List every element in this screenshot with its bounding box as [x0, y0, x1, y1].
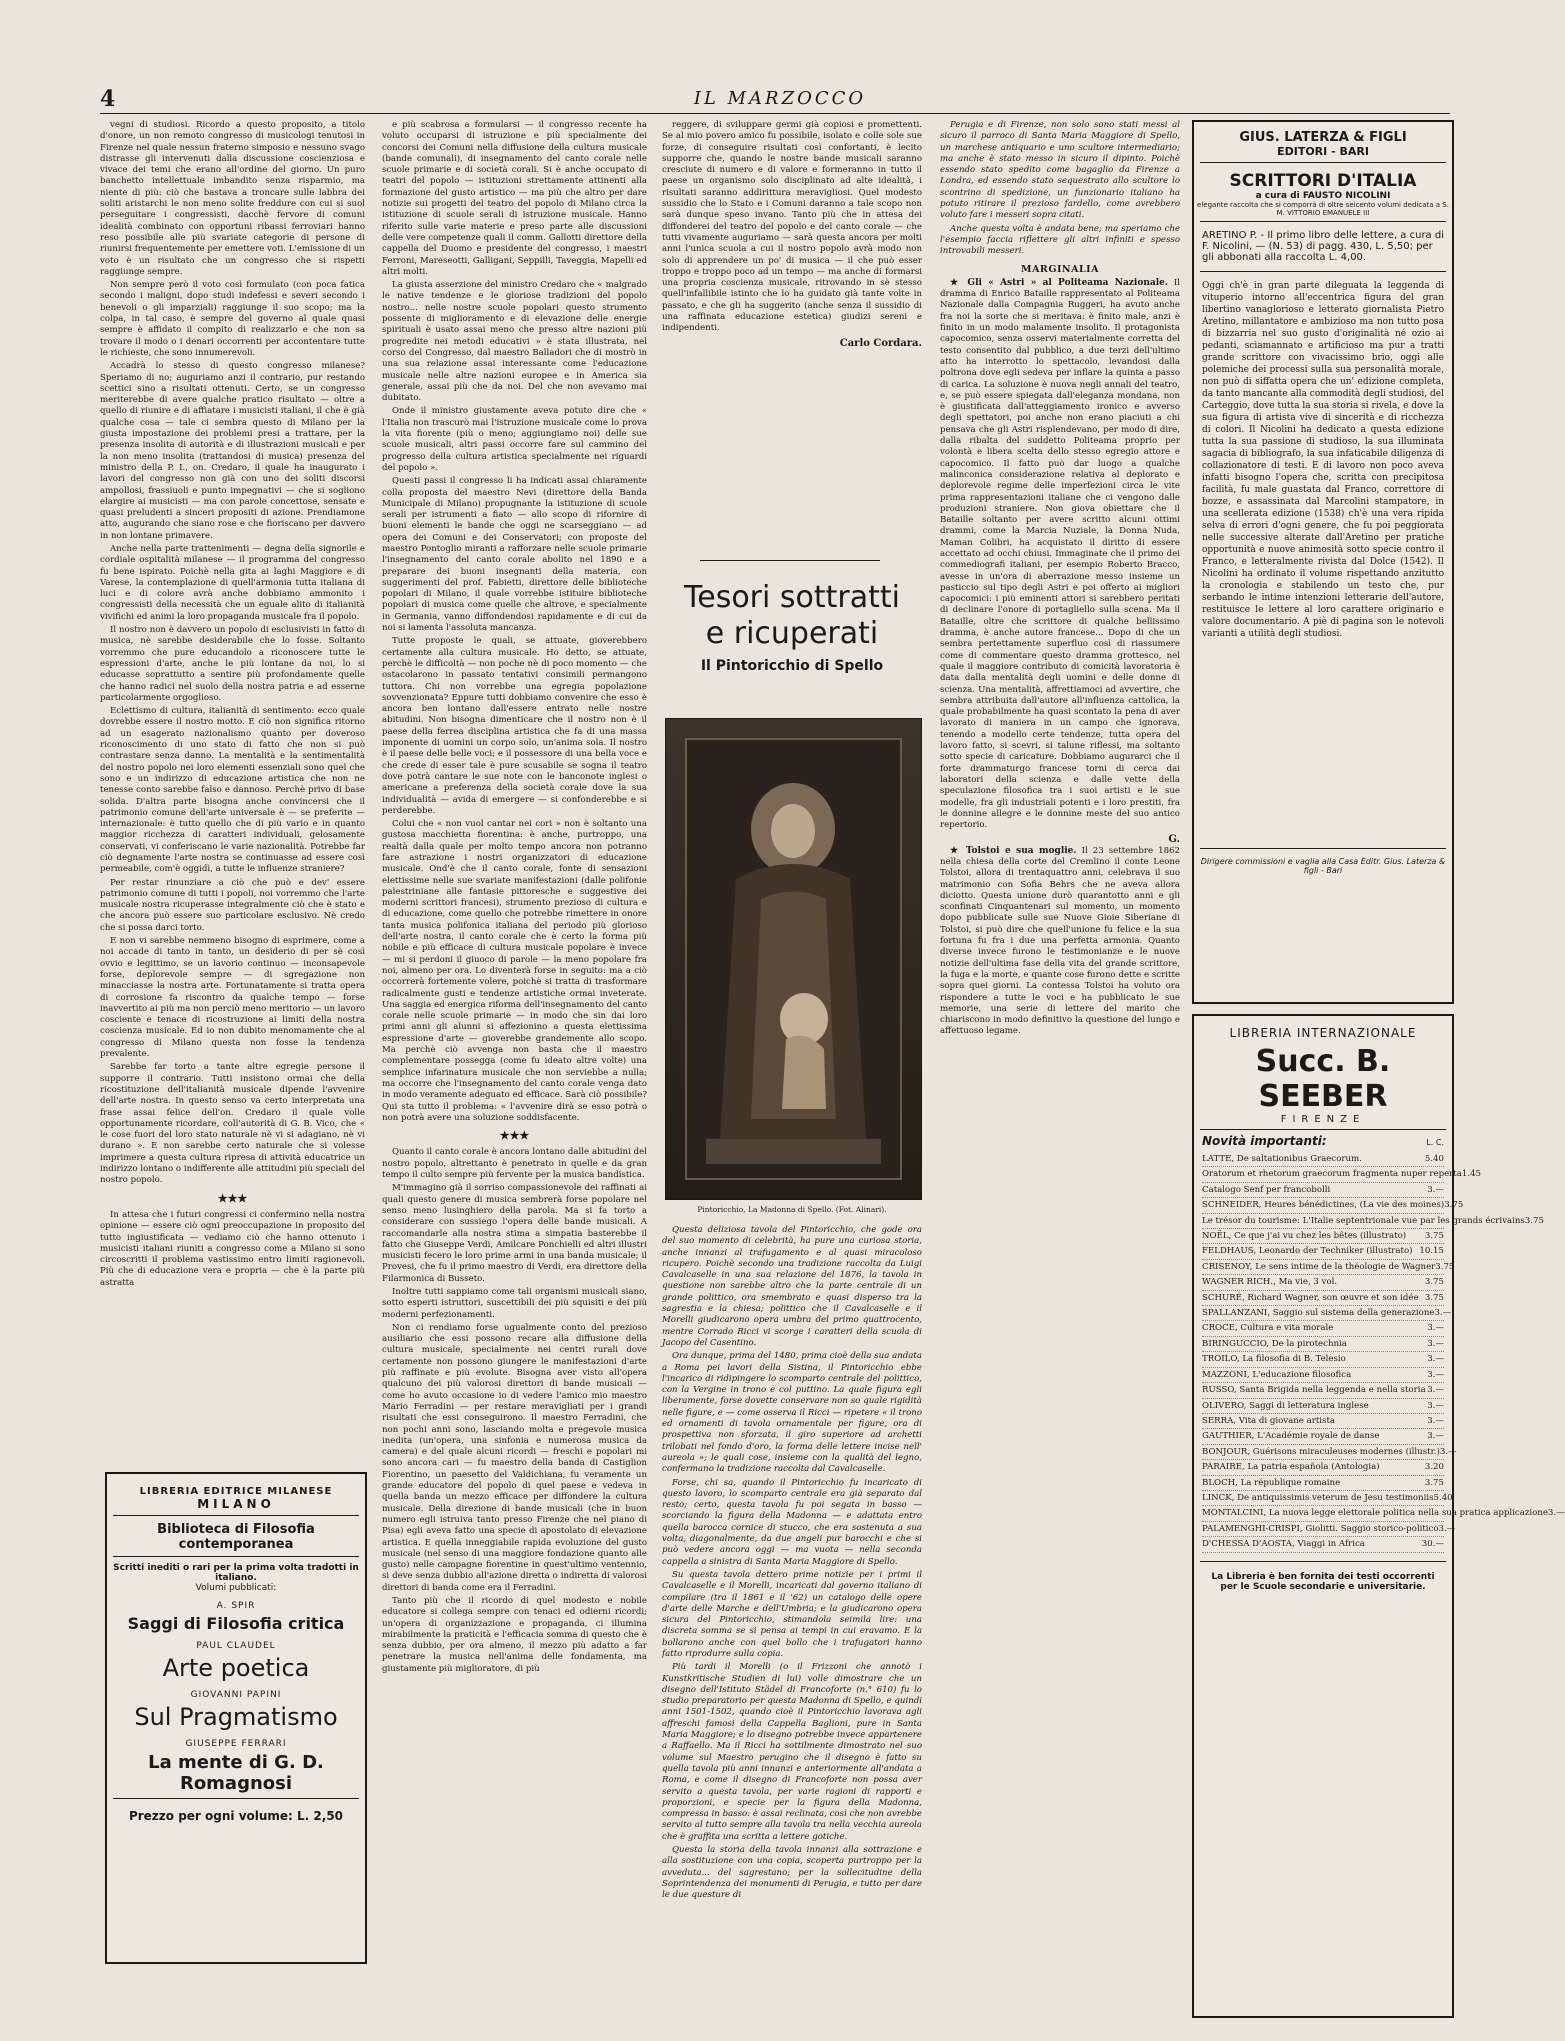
book-title: OLIVERO, Saggi di letteratura inglese: [1202, 1400, 1369, 1411]
book-price: 3.75: [1435, 1261, 1455, 1272]
book-title: FELDHAUS, Leonardo der Techniker (illustrato): [1202, 1246, 1413, 1257]
book-price: 3.75: [1524, 1215, 1544, 1226]
book-price: 5.40: [1424, 1154, 1444, 1164]
column-3-article: [662, 1225, 922, 2005]
book-list-item: [1202, 1368, 1444, 1383]
page-header: [100, 86, 1460, 110]
col2-paragraph: Quanto il canto corale è ancora lontano dalle abitudini del nostro popolo, altrettanto è penetrato in quelle e da gran tempo il culto sempre più fervente per la musica bandistica.: [382, 1147, 647, 1181]
ad-publisher: LIBRERIA EDITRICE MILANESE: [139, 1486, 333, 1497]
column-3-top: [662, 120, 922, 645]
col3-paragraph: reggere, di sviluppare germi già copiosi e promettenti. Se al mio povero amico fu possibile, isolato e colle sole sue forze, di conseguire risultati così confortanti, è lecito supporre che, quando le nostre bande musicali saranno cresciute di numero e di valore e formeranno in tutto il paese un organismo solo disciplinato ad alte idealità, i risultati saranno addirittura meravigliosi. Quel modesto sussidio che lo Stato e i Comuni daranno a tale scopo non sarà dunque speso invano. Tanto più che in attesa dei diffonderei del teatro del popolo e del canto corale — che tutti vivamente auguriamo — sarà questa ancora per molti anni l'unica scuola a cui il nostro popolo avrà modo non solo di apprendere un po' di musica — il che può esser troppo e troppo poco ad un tempo — ma anche di formarsi una propria coscienza musicale, ritrovando in sè stesso quell'infallibile istinto che lo ha guidato già tante volte in passato, e che gli ha suggerito (anche senza il sussidio di una raffinata educazione estetica) giudizi sereni e indipendenti.: [662, 120, 922, 334]
book-list-item: [1202, 1522, 1456, 1537]
article-paragraph: Questa deliziosa tavola del Pintoricchio, che gode ora del suo momento di celebrità, ha pure una curiosa storia, anche innanzi al trafugamento e al quasi miracoloso ricupero. Poichè secondo una tradizione raccolta da Luigi Cavalcaselle in una sua relazione del 1876, la tavola in questione non sarebbe altro che la parte centrale di un grande polittico, ora smembrato e quasi disperso tra la sagrestia e la chiesa; polittico che il Cavalcaselle e il Morelli giudicarono opera umbra del primo quattrocento, mentre Corrado Ricci vi scorge i caratteri della scuola di Jacopo del Casentino.: [662, 1225, 922, 1348]
ad-author: GIOVANNI PAPINI: [190, 1690, 282, 1700]
section-stars: ★★★: [217, 1191, 248, 1205]
book-list-item: [1202, 1198, 1464, 1213]
journal-title: IL MARZOCCO: [693, 88, 867, 109]
book-price: 3.75: [1444, 1200, 1464, 1211]
article-headline: [662, 580, 922, 674]
article-paragraph: Ora dunque, prima del 1480, prima cioè della sua andata a Roma pei lavori della Sistina, il Pintoricchio ebbe l'incarico di ridipingere lo scomparto centrale del polittico, con la Vergine in trono e col puttino. La quale figura egli liberamente, forse dovette conservare non so quale rigidità nelle figure, e — come osserva il Ricci — ripetere « il trono ed ornamenti di tavola ornamentale per figure, ora di prospettiva non sforzata, il giro superiore ad archetti trilobati nel fondo d'oro, la forma delle lettere incise nell' aureola »; le quali cose, insieme con la qualità del legno, confermano la tradizione raccolta dal Cavalcaselle.: [662, 1351, 922, 1475]
col1-paragraph: E non vi sarebbe nemmeno bisogno di esprimere, come a noi accade di tanto in tanto, un desiderio di per sè così ovvio e legittimo, se un lavorio continuo — inconsapevole forse, deplorevole sempre — di sgregazione non minacciasse la nostra arte. Fortunatamente si tratta opera di corrosione fa riscontro da qualche tempo — forse inavvertito ai più ma non perciò meno meritorio — un lavoro cosciente e tenace di ricostruzione ai limiti della nostra coscienza musicale. Ed io non dubito menomamente che al congresso di Milano questa non fosse la tendenza prevalente.: [100, 936, 365, 1060]
divider: [1200, 848, 1446, 849]
divider: [1200, 1561, 1446, 1562]
book-list-item: [1202, 1445, 1457, 1460]
book-title: BLOCH, La république romaine: [1202, 1477, 1341, 1488]
divider: [1200, 221, 1446, 222]
ad-line: LIBRERIA INTERNAZIONALE: [1229, 1026, 1417, 1040]
book-title: MAZZONI, L'educazione filosofica: [1202, 1369, 1352, 1380]
ad-book-title: Sul Pragmatismo: [134, 1703, 338, 1731]
book-title: RUSSO, Santa Brigida nella leggenda e nella storia: [1202, 1385, 1426, 1396]
col4-paragraph: [940, 278, 1180, 832]
ad-footer: Dirigere commissioni e vaglia alla Casa Editr. Gius. Laterza & figli - Bari: [1200, 857, 1446, 875]
col1-paragraph: Non sempre però il voto così formulato (con poca fatica secondo i maligni, dopo studi indefessi e severi secondo i benevoli o gli imparziali) raggiunge il suo scopo; ma la colpa, in tal caso, è sempre del governo al quale quasi sempre è affidato il compito di realizzarlo e che non sa trovare il modo o i denari occorrenti per accontentare tutte le richieste, che sono innumerevoli.: [100, 280, 365, 358]
book-title: PARAIRE, La patria española (Antologia): [1202, 1462, 1380, 1473]
book-list-item: [1202, 1260, 1455, 1275]
ad-description: Scritti inediti o rari per la prima volta tradotti in italiano.: [113, 1563, 359, 1583]
book-title: MONTALCINI, La nuova legge elettorale politica nella sua pratica applicazione: [1202, 1508, 1548, 1519]
item-text: Il 23 settembre 1862 nella chiesa della corte del Cremlino il conte Leone Tolstoi, allora di trentaquattro anni, celebrava il suo matrimonio con Sofia Behrs che ne aveva allora diciotto. Questa unione durò quarantotto anni e gli sconfinati Cinquantenari sul momento, un momento dopo pubblicate sulle sue Nuove Gioie Siberiane di Tolstoi, si può dire che quell'unione fu felice e la sua fortuna fu fra i due una perfetta armonia. Quanto diverse invece furono le testimonianze e le nuove notizie dell'ultima fase della vita del grande scrittore, la fuga e la morte, e quante cose furono dette e scritte sopra quei giorni. La contessa Tolstoi ha voluto ora rispondere a tutte le voci e ha pubblicato le sue memorie, una serie di lettere del marito che chiariscono in modo definitivo la questione del lungo e affettuoso legame.: [940, 845, 1180, 1037]
book-title: LINCK, De antiquissimis veterum de Jesu testimoniis: [1202, 1492, 1434, 1503]
book-price: 3.—: [1427, 1400, 1444, 1411]
col1-paragraph: Accadrà lo stesso di questo congresso milanese? Speriamo di no; auguriamo anzi il contrario, pur restando scettici sino a risultati ottenuti. Certo, se un congresso meriterebbe di avere qualche pratico risultato — oltre a quello di riunire e di affiatare i musicisti italiani, il che è già qualche cosa — tale ci sembra questo di Milano per la giusta impostazione dei problemi presi a trattare, per la presenza insolita di autorità e di illustrazioni musicali e per la non meno insolita (trattandosi di musica) presenza del ministro della P. I., on. Credaro, il quale ha inaugurato i lavori del congresso non già con uno dei soliti discorsi ampollosi, frassiuoli e punto impegnativi — che si sogliono elargire ai musicisti — ma con parole concettose, sensate e quasi preludenti a sinceri propositi di azione. Prendiamone atto, augurando che siano rose e che fioriscano per davvero in non lontane primavere.: [100, 361, 365, 541]
book-list-item: [1202, 1537, 1444, 1552]
book-list-item: [1202, 1214, 1544, 1229]
ad-author: A. SPIR: [216, 1601, 256, 1611]
book-title: Le trésor du tourisme: L'Italie septentrionale vue par les grands écrivains: [1202, 1215, 1525, 1226]
book-list-item: [1202, 1491, 1453, 1506]
item-heading: ★ Tolstoi e sua moglie.: [950, 845, 1077, 856]
book-price: 1.45: [1461, 1169, 1482, 1180]
divider: [1200, 271, 1446, 272]
book-list-item: [1202, 1414, 1444, 1429]
column-2: [382, 120, 647, 2020]
ad-city: FIRENZE: [1280, 1114, 1366, 1125]
book-price: 3.—: [1427, 1338, 1444, 1349]
book-price: 3.75: [1424, 1477, 1444, 1488]
currency-label: L. C.: [1426, 1138, 1444, 1147]
column-4: [940, 120, 1180, 2020]
book-title: NOËL, Ce que j'ai vu chez les bêtes (illustrato): [1202, 1231, 1407, 1242]
ad-seeber: [1192, 1014, 1565, 2018]
book-title: WAGNER RICH., Ma vie, 3 vol.: [1202, 1277, 1338, 1288]
item-signature: G.: [1168, 834, 1180, 846]
item-heading: ★ Gli « Astri » al Politeama Nazionale.: [950, 277, 1168, 288]
col4-paragraph: Anche questa volta è andata bene; ma speriamo che l'esempio faccia riflettere gli altri infiniti e spesso introvabili messeri.: [940, 223, 1180, 257]
headline-subtitle: Il Pintoricchio di Spello: [700, 658, 884, 674]
book-title: Catalogo Senf per francobolli: [1202, 1184, 1331, 1195]
book-list-item: [1202, 1167, 1482, 1182]
book-price: 3.—: [1427, 1431, 1444, 1442]
ad-city: MILANO: [197, 1497, 275, 1511]
col2-paragraph: Non ci rendiamo forse ugualmente conto del prezioso ausiliario che essi possono recare alla diffusione della cultura musicale, specialmente nei centri rurali dove certamente non possono giungere le manifestazioni d'arte più raffinate e più evolute. Bisogna aver visto all'opera qualcuno dei più valorosi direttori di bande musicali — come ho avuto occasione io di vedere l'amico mio maestro Mario Ferradini — per restare meravigliati per i grandi risultati che essi conseguirono. Il maestro Ferradini, che non pochi anni sono, lasciando molta e pregevole musica inedita (un'opera, una sinfonia e numerosa musica da camera) e del quale alcuni ricordi — freschi e popolari mi sono ancora cari — fu maestro della banda di Castiglion Fiorentino, un paesetto del Valdichiana, fu veramente un grande educatore del popolo di quel paese e vedeva in quella banda un mezzo efficace per diffondere la cultura musicale. Della direzione di bande musicali (che in buon numero egli istruiva tanto presso Firenze che nel piano di Pisa) egli aveva fatto una specie di apostolato di elevazione artistica. E quella inneggiabile rapida evoluzione del gusto musicale (nel senso di una maggiore fondazione quanto alle gusto) nelle campagne fiorentine in quest'ultimo ventennio, si deve senza dubbio all'azione diretta o indiretta di valorosi direttori di banda come era il Ferradini.: [382, 1322, 647, 1593]
divider: [113, 1798, 359, 1799]
col1-paragraph: Il nostro non è davvero un popolo di esclusivisti in fatto di musica, nè sarebbe desiderabile che lo fosse. Soltanto vorremmo che pure educandolo a riconoscere tutte le espressioni d'arte, anche le più lontane da noi, lo si educasse soprattutto a sentire più profondamente quelle che hanno radici nel suolo della nostra patria e ad esserne particolarmente orgoglioso.: [100, 625, 365, 703]
book-list: [1194, 1148, 1565, 1557]
column-1: [100, 120, 365, 1460]
book-list-item: [1202, 1460, 1444, 1475]
book-title: BIRINGUCCIO, De la pirotechnia: [1202, 1338, 1347, 1349]
col2-paragraph: Tanto più che il ricordo di quel modesto e nobile educatore si collega sempre con tenaci ed odierni ricordi; un'opera di organizzazione e propaganda, ci illumina mirabilmente la praticità e l'efficacia somma di questo che è senza dubbio, per ora almeno, il mezzo più adatto a far penetrare la musica nell'anima delle fondamenta, ma giustamente più miglioratore, di più: [382, 1596, 647, 1674]
book-price: 5.40: [1433, 1492, 1453, 1503]
divider: [113, 1515, 359, 1516]
article-paragraph: Questa la storia della tavola innanzi alla sottrazione e alla sostituzione con una copia, scoperta purtroppo per la avveduta... del sagrestano; per la sollecitudine della Soprintendenza dei monumenti di Perugia, e tutto per dare le due questure di: [662, 1845, 922, 1901]
col2-paragraph: M'immagino già il sorriso compassionevole dei raffinati ai quali questo genere di musica sembrerà forse popolare nel senso meno lusinghiero della parola. Ma si fa torto a considerare con sussiego l'opera delle bande musicali. A raccomandarle alla nostra stima a simpatia basterebbe il fatto che Giuseppe Verdi, Amilcare Ponchielli ed altri illustri musicisti fecero le loro prime armi in una banda musicale; il Provesi, che fu il primo maestro di Verdi, era direttore della Filarmonica di Busseto.: [382, 1183, 647, 1284]
author-signature: Carlo Cordara.: [839, 337, 922, 349]
book-price: 3.—: [1427, 1184, 1444, 1195]
col2-paragraph: e più scabrosa a formularsi — il congresso recente ha voluto occuparsi di istruzione e più specialmente dei concorsi dei Comuni nella diffusione della cultura musicale (bande comunali), di insegnamento del canto corale nelle scuole primarie e di società corali. Si è anche occupato di teatri del popolo — istituzioni strettamente attinenti alla formazione del gusto artistico — ma più che altro per dare notizie sui progetti del teatro del popolo di Milano circa la istituzione di scuole serali di istruzione musicale. Hanno riferito sulle varie materie e preso parte alle discussioni delle vere competenze quali il comm. Gallotti direttore della cappella del Duomo e presidente del congresso, i maestri Ferroni, Mareseotti, Galligani, Seppilli, Taveggia, Mapelli ed altri molti.: [382, 120, 647, 277]
photo-caption: Pintoricchio, La Madonna di Spello. (Fot. Alinari).: [697, 1205, 887, 1214]
page-number: 4: [100, 86, 116, 112]
divider: [1200, 162, 1446, 163]
book-list-item: [1202, 1321, 1444, 1336]
col1-paragraph: Sarebbe far torto a tante altre egregie persone il supporre il contrario. Tutti insistono ormai che della ricostituzione dell'italianità musicale dipende l'avvenire dell'arte nostra. In questo senso va certo interpretata una frase assai felice dell'on. Credaro il quale volle opportunamente ricordare, coll'autorità di G. B. Vico, che « le cose fuori del loro stato naturale nè vi si adagiano, nè vi durano ». E non sarebbe certo naturale che si volesse imprimere a questa cultura ripresa di attività educatrice un indirizzo lontano o indifferente alle attitudini più speciali del nostro popolo.: [100, 1062, 365, 1186]
book-list-item: [1202, 1476, 1444, 1491]
book-title: SERRA, Vita di giovane artista: [1202, 1415, 1336, 1426]
book-price: 3.—: [1427, 1385, 1444, 1396]
novita-heading-row: [1194, 1134, 1452, 1148]
ad-price: Prezzo per ogni volume: L. 2,50: [128, 1809, 344, 1823]
col1-paragraph: Anche nella parte trattenimenti — degna della signorile e cordiale ospitalità milanese — il programma del congresso fu bene ispirato. Poichè nella gita ai laghi Maggiore e di Varese, la contemplazione di quell'armonia tutta italiana di luci e di colore avrà anche dobbiamo ammonito i congressisti della necessità che un eguale alito di italianità vivifichi ed animi la loro propaganda musicale fra il popolo.: [100, 543, 365, 622]
book-price: 3.20: [1424, 1462, 1444, 1473]
ad-series: Biblioteca di Filosofia contemporanea: [157, 1522, 315, 1552]
book-title: SPALLANZANI, Saggio sul sistema della generazione: [1202, 1308, 1435, 1319]
article-paragraph: Più tardi il Morelli (o il Frizzoni che annotò i Kunstkritische Studien di lui) volle dimostrare che un disegno dell'Istituto Städel di Francoforte (n.° 610) fu lo studio preparatorio per questa Madonna di Spello, e quindi anni 1501-1502, quando cioè il Pintoricchio lavorava agli affreschi famosi della Cappella Baglioni, pure in Santa Maria Maggiore; e lo disegno potrebbe invece appartenere a Raffaello. Ma il Ricci ha sottilmente dimostrato nel suo volume sul Maestro perugino che il disegno è fatto su quella tavola più anni innanzi e anteriormente all'andata a Roma, e come il disegno di Francoforte non possa aver servito a questa tavola, per varie ragioni di rapporti e proporzioni, e specie per la figura della Madonna, compressa in basso: è assai reclinata, così che non avrebbe servito al tutto sempre alla tavola tra nella vecchia aureola che è graffita una scritta a lettere gotiche.: [662, 1662, 922, 1842]
ad-footer: La Libreria è ben fornita dei testi occorrenti per le Scuole secondarie e universitarie.: [1211, 1571, 1435, 1592]
divider: [1200, 1129, 1446, 1130]
ad-name: Succ. B. SEEBER: [1255, 1044, 1391, 1114]
novita-heading: Novità importanti:: [1202, 1134, 1327, 1148]
book-list-item: [1202, 1244, 1444, 1259]
col2-paragraph: Questi passi il congresso li ha indicati assai chiaramente colla proposta del maestro Nevi (direttore della Banda Municipale di Milano) propugnante la istituzione di scuole serali per istrumenti a fiato — allo scopo di rifornire di buoni elementi le bande che oggi ne scarseggiano — ad opera dei Comuni e dei Conservatori; con proposte del maestro Pontoglio miranti a rafforzare nelle scuole primarie l'insegnamento del canto corale abolito nel 1890 e a preparare dei buoni insegnanti della materia, con suggerimenti del prof. Fabietti, direttore delle biblioteche popolari di Milano, il quale vorrebbe istituire biblioteche popolari di musica come quelle che altrove, e specialmente in Germania, vanno diffondendosi rapidamente e di cui da noi si lamenta l'assoluta mancanza.: [382, 476, 647, 634]
ad-libreria-milanese: [105, 1472, 367, 1964]
ad-author: GIUSEPPE FERRARI: [185, 1739, 287, 1749]
col1-paragraph: In attesa che i futuri congressi ci confermino nella nostra opinione — essere ciò ogni preoccupazione in proposito del tutto ingiustificata — vediamo ciò che hanno ottenuto i musicisti italiani riuniti a congresso come a Milano si sono circoscritti il problema vastissimo entro limiti ragionevoli. Più che di educazione vera e propria — che è la parte più astratta: [100, 1209, 365, 1288]
ad-place: EDITORI - BARI: [1277, 145, 1369, 158]
book-price: 3.—: [1434, 1308, 1452, 1319]
ad-book-title: Saggi di Filosofia critica: [127, 1614, 345, 1633]
ad-author: PAUL CLAUDEL: [196, 1641, 276, 1651]
book-list-item: [1202, 1399, 1444, 1414]
book-price: 3.75: [1424, 1231, 1444, 1242]
book-price: 3.—: [1547, 1508, 1565, 1519]
item-text: Il dramma di Enrico Bataille rappresentato al Politeama Nazionale dalla Compagnia Ruggeri, ha avuto anche fra noi la sorte che si meritava: è finito male, anzi è finito in un modo malamente insolito. Il protagonista capocomico, senza osservi materialmente corretta del testo consentito dal pubblico, a due terzi dell'ultimo atto ha interrotto lo spettacolo, levandosi dalla poltrona dove egli sedeva per inflare la quinta a passo di carica. La soluzione è nuova negli annali del teatro, e, se può essere spiegata dall'eleganza mondana, non è giustificata dall'atteggiamento ironico e avverso degli spettatori, poi anche non erano piaciuti a chi pensava che gli Astri risplendevano, per modo di dire, dalla ribalta del suddetto Politeama proprio per volontà e libera scelta dello stesso egregio attore e capocomico. Il fatto può dar luogo a qualche malinconica considerazione relativa al deplorato e deplorevole regime delle imperfezioni circa le vite prima rappresentazioni italiane che ci vengono dalle produzioni straniere. Non giova obiettare che il Bataille soltanto per avere scritto alcuni ottimi drammi, come la Marcia Nuziale, la Donna Nuda, Maman Colibri, ha acquistato il diritto di essere accettato ad occhi chiusi. Immaginate che il primo dei commediografi italiani, per esempio Roberto Bracco, avesse in un'ora di aberrazione messo insieme un pasticcio sul tipo degli Astri e poi offerto ai migliori capocomici: i più eminenti attori si sarebbero peritati di declinare l'onore di portagliello sulla scena. Ma il Bataille, oltre che scrittore di qualche bellissimo dramma, è anche autore francese... Dopo di che un sembra pertettamente superfluo così di riassumere come di commentare questo dramma grottesco, nel quale il maggiore contributo di comicità lavoratoria è data dalla mentalità degli uomini e delle donne di scienza. Una mentalità, affrettiamoci ad avvertire, che sembra attribuita dall'autore all'influenza cattolica, la quale probabilmente ha quasi scontato la pena di aver lavorato di maniera in un campo che ignorava, tenendo a modello certe tendenze, tutta opera del lavoro fatto, si scevri, si talune riflessi, ma soltanto sotto specie di caricature. Dobbiamo augurarci che il forte drammaturgo francese torni di cerca dai laboratori della scienza e dalle vette della speculazione filosofica tra i suoi artisti e le sue modelle, fra gli industriali potenti e i loro prestiti, fra le donnine allegre e le donnine meste del suo antico repertorio.: [940, 277, 1181, 831]
book-title: LATTE, De saltationibus Graecorum.: [1202, 1154, 1362, 1164]
col4-paragraph: Perugia e di Firenze, non solo sono stati messi al sicuro il parroco di Santa Maria Maggiore di Spello, un marchese antiquario e uno scultore intermediario; ma anche è stato messo in sicuro il dipinto. Poichè essendo stato spedito come bagaglio da Firenze a Londra, ed essendo stato sequestrato allo scultore lo scontrino di spedizione, un funzionario italiano ha potuto ritirare il prezioso fardello, come avrebbero voluto fare i messeri sopra citati.: [940, 120, 1180, 221]
book-title: CRISENOY, Le sens intime de la théologie de Wagner: [1202, 1261, 1436, 1272]
col2-paragraph: Onde il ministro giustamente aveva potuto dire che « l'Italia non trascurò mai l'istruzione musicale come lo prova la vita fiorente (più o meno; aggiungiamo noi) delle sue scuole musicali, altri passi occorre fare sul cammino del progresso della cultura artistica specialmente nei riguardi del popolo ».: [382, 406, 647, 473]
book-price: 3.—: [1427, 1323, 1444, 1334]
book-list-item: [1202, 1506, 1565, 1521]
book-title: GAUTHIER, L'Académie royale de danse: [1202, 1431, 1380, 1442]
book-list-item: [1202, 1352, 1444, 1367]
book-list-item: [1202, 1429, 1444, 1444]
headline-line-2: e ricuperati: [705, 616, 879, 651]
col1-paragraph: Eclettismo di cultura, italianità di sentimento: ecco quale dovrebbe essere il nostro motto. E ciò non significa ritorno ad un esagerato nazionalismo quanto per doveroso riconoscimento di uno stato di fatto che non si può contrastare senza danno. La mentalità e la sentimentalità del nostro popolo nei loro elementi essenziali sono quel che sono e un indirizzo di educazione artistica che non ne tenesse conto sarebbe falso e dannoso. Perchè privo di base solida. D'altra parte bisogna anche convincersi che il patrimonio comune dell'arte universale è — se preferite — internazionale: è tutto quello che di più vario e in quanto maggior ricchezza di caratteri individuali, gelosamente conservati, vi conferiscano le varie nazionalità. Potrebbe far ciò degnamente l'arte nostra se continuasse ad essere così permeabile, com'è oggidì, a tutte le influenze straniere?: [100, 706, 365, 875]
col4-paragraph: [940, 846, 1180, 1038]
ad-published-label: Volumi pubblicati:: [195, 1583, 277, 1593]
book-title: Oratorum et rhetorum graecorum fragmenta nuper reperta: [1202, 1169, 1462, 1180]
ad-editor: a cura di FAUSTO NICOLINI: [1255, 191, 1391, 201]
ad-book-title: La mente di G. D. Romagnosi: [148, 1752, 324, 1794]
article-divider: [700, 560, 880, 561]
book-title: PALAMENGHI-CRISPI, Giolitti. Saggio storico-politico: [1202, 1523, 1439, 1534]
book-price: 3.—: [1427, 1369, 1444, 1380]
article-paragraph: Forse, chi sa, quando il Pintoricchio fu incaricato di questo lavoro, lo scomparto centrale era già separato dal resto; certo, questa tavola fu poi segata in basso — scorciando la figura della Madonna — e adattata entro quella barocca cornice di stucco, che era sostenuta a sua volta, diagonalmente, da due angeli pur barocchi e che si può vedere ancora oggi — ma vuota — nella seconda cappella a sinistra di Santa Maria Maggiore di Spello.: [662, 1477, 922, 1567]
article-paragraph: Su questa tavola dettero prime notizie per i primi il Cavalcaselle e il Morelli, incaricati dal governo italiano di compilare (tra il 1861 e il '62) un catalogo delle opere d'arte delle Marche e dell'Umbria; e la giudicarono opera sicura del Pintoricchio, stimandola seimila lire: una discreta somma se si pensa ai tempi in cui eravamo. E la bollarono anche con quel bollo che i trafugatori hanno fatto riprodurre sulla copia.: [662, 1569, 922, 1659]
book-price: 3.75: [1424, 1292, 1444, 1303]
book-price: 3.—: [1427, 1354, 1444, 1365]
ad-book: ARETINO P. - Il primo libro delle lettere, a cura di F. Nicolini, — (N. 53) di pagg. 430, L. 5,50; per gli abbonati alla raccolta L. 4,00.: [1202, 230, 1444, 263]
divider: [113, 1556, 359, 1557]
book-price: 3.75: [1424, 1277, 1444, 1288]
book-list-item: [1202, 1291, 1444, 1306]
col2-paragraph: Tutte proposte le quali, se attuate, gioverebbero certamente alla cultura musicale. Ho detto, se attuate, perchè le difficoltà — non poche nè di poco momento — che ostacolarono in passato tentativi consimili permangono tuttora. Chi non vorrebbe una egregia popolazione sovvenzionata? Eppure tutti dobbiamo convenire che esso è ancora ben lontano dall'essere entrato nelle nostre abitudini. Non bisogna dimenticare che il nostro non è il paese della ferrea disciplina artistica che fa di una massa imponente di uomini un corpo solo, un'anima sola. Il nostro è il paese delle belle voci; e il possessore di una bella voce e che crede di esser tale è pure scusabile se sogna il teatro dove potrà cantare le sue note con le banconote inglesi o americane a preferenza della società corale dove la sua individualità — avida di emergere — si confonderebbe e si perderebbe.: [382, 636, 647, 816]
col2-paragraph: Colui che « non vuol cantar nei cori » non è soltanto una gustosa macchietta fiorentina: è anche, purtroppo, una realtà dalla quale per molto tempo ancora non potranno fare astrazione i nostri organizzatori di educazione musicale. Ond'è che il canto corale, fonte di sensazioni elettissime nelle sue svariate manifestazioni (dalle polifonie palestriniane alle fantasie pittoresche e suggestive dei moderni scrittori francesi), strumento prezioso di cultura e di educazione, come quello che potrebbe rimettere in onore tanta musica polifonica italiana del periodo più glorioso dell'arte nostra, il canto corale che è certo la forma più nobile e più efficace di cultura musicale popolare è invece — mi si perdoni il giuoco di parole — la meno popolare fra noi, almeno per ora. Lo diventerà forse in seguito: ma a ciò occorrerà fortemente volere, poichè si tratta di trasformare radicalmente gusti e tendenze artistiche ormai inveterate. Una saggia ed energica riforma dell'insegnamento del canto corale nelle scuole primarie — in modo che sin dai loro primi anni gli alunni si affezionino a questa elettissima espressione d'arte — gioverebbe grandemente allo scopo. Ma perchè ciò avvenga non basta che il maestro complementare possegga (come fu ideato altre volte) una semplice infarinatura musicale che non serviebbe a nulla; ma occorre che l'insegnamento del canto corale venga dato in modo veramente adeguato ed efficace. Sarà ciò possibile? Qui sta tutto il problema: « l'avvenire dirà se esso potrà o non potrà avere una soluzione soddisfacente.: [382, 819, 647, 1123]
ad-note: elegante raccolta che si comporrà di oltre seicento volumi dedicata a S. M. VITTORIO EMANUELE III: [1197, 201, 1449, 217]
headline-line-1: Tesori sottratti: [684, 580, 900, 615]
book-title: SCHNEIDER, Heures bénédictines, (La vie des moines): [1202, 1200, 1445, 1211]
section-stars: ★★★: [499, 1129, 530, 1143]
book-price: 30.—: [1421, 1539, 1444, 1550]
book-list-item: [1202, 1383, 1444, 1398]
ad-series: SCRITTORI D'ITALIA: [1229, 171, 1417, 191]
book-list-item: [1202, 1229, 1444, 1244]
book-title: CROCE, Cultura e vita morale: [1202, 1323, 1334, 1334]
col2-paragraph: La giusta asserzione del ministro Credaro che « malgrado le native tendenze e le gloriose tradizioni del popolo nostro... nelle nostre scuole popolari questo strumento possente di miglioramento e di elevazione delle energie spirituali è usato assai meno che presso altre nazioni più progredite nei metodi educativi » è stata illustrata, nel corso del Congresso, dal maestro Balladori che di mostrò in una sua relazione assai interessante come l'educazione musicale nelle altre nazioni europee e in America sia generale, assai più che da noi. Del che non avevamo mai dubitato.: [382, 280, 647, 404]
book-list-item: [1202, 1275, 1444, 1290]
book-price: 10.15: [1419, 1246, 1444, 1257]
book-title: D'CHESSA D'AOSTA, Viaggi in Africa: [1202, 1539, 1365, 1550]
book-list-item: [1202, 1183, 1444, 1198]
book-price: 3.—: [1439, 1446, 1457, 1457]
col1-paragraph: Per restar rinunziare a ciò che può e dev' essere patrimonio comune di tutti i popoli, noi vorremmo che l'arte musicale nostra ricuperasse integralmente ciò che è stato e che ancora può essere suo particolare esclusivo. Nè credo che si possa darci torto.: [100, 877, 365, 933]
ad-book-title: Arte poetica: [162, 1654, 310, 1682]
col1-paragraph: vegni di studiosi. Ricordo a questo proposito, a titolo d'onore, un non remoto congresso di musicologi tenutosi in Firenze nel quale nessun fraterno simposio e nessuno svago distrasse gli intervenuti dalla discussione coscienziosa e vivace dei temi che erano all'ordine del giorno. Un puro banchetto intellettuale imbandito senza risparmio, ma niente di più: ciò che bastava a troncare sulle labbra dei soliti aristarchi le non meno solite freddure con cui si suol perseguitare i congressisti, dacchè fervore di comuni idealità combinato con opportuni ribassi ferroviari hanno reso possibile alle più svariate categorie di persone di riunirsi frequentemente per emettere voti. L'emissione di un voto è un risultato che un congresso che si rispetti raggiunge sempre.: [100, 120, 365, 277]
ad-publisher: GIUS. LATERZA & FIGLI: [1239, 130, 1407, 145]
ad-body-text: Oggi ch'è in gran parte dileguata la leggenda di vituperio intorno all'eccentrica figura del gran libertino vanaglorioso e letterato giornalista Pietro Aretino, millantatore e ambizioso ma non tutto posa di bizzarria nel suo gusto d'originalità né ozio ai pedanti, sciamannato e artificioso ma pur a tratti grande scrittore con vivacissimo brio, oggi alle polemiche dei processi sulla sua personalità morale, non può di siffatta opera che un' edizione completa, da tanto mancante alla commodità degli studiosi, del Carteggio, dove tutta la sua storia si rivela, e dove la sua figura di artista vive di sincerità e di ricchezza di colori. Il Nicolini ha dedicato a questa edizione tutta la sua passione di studioso, la sua illuminata sagacia di bibliografo, la sua infaticabile diligenza di collazionatore di testi. E di lavoro non poco aveva infatti bisogno l'opera che, scritta con precipitosa facilità, fu male guastata dal Franco, correttore di bozze, e assassinata dal Marcolini stampatore, in una scellerata edizione (1538) ch'è una vera ripida selva di errori d'ogni genere, che fu poi peggiorata nelle successive alterate dall'Aretino per pratiche opportunità e nuove animosità sotto specie contro il Franco, e letteralmente rivista dal Dolce (1542). Il Nicolini ha ordinato il volume rispettando anzitutto la cronologia e stabilendo un testo che, pur serbando le intime intenzioni letterarie dell'autore, restituisce le lettere al loro carattere originario e valore documentario. A piè di pagina son le notevoli varianti a utilità degli studiosi.: [1202, 281, 1444, 639]
ad-laterza: [1192, 120, 1454, 1004]
book-price: 3.—: [1438, 1523, 1456, 1534]
book-title: SCHURÉ, Richard Wagner, son œuvre et son idée: [1202, 1292, 1419, 1303]
painting-illustration: [666, 719, 921, 1199]
madonna-painting-photo: [665, 718, 922, 1200]
book-list-item: [1202, 1306, 1452, 1321]
book-title: TROILO, La filosofia di B. Telesio: [1202, 1354, 1346, 1365]
col2-paragraph: Inoltre tutti sappiamo come tali organismi musicali siano, sotto esperti istruttori, suscettibili dei più squisiti e dei più moderni perfezionamenti.: [382, 1286, 647, 1320]
marginalia-heading: MARGINALIA: [1021, 263, 1099, 275]
book-price: 3.—: [1427, 1415, 1444, 1426]
book-list-item: [1202, 1152, 1444, 1167]
book-title: BONJOUR, Guérisons miraculeuses modernes (illustr.): [1202, 1446, 1440, 1457]
header-rule: [100, 113, 1450, 114]
book-list-item: [1202, 1337, 1444, 1352]
